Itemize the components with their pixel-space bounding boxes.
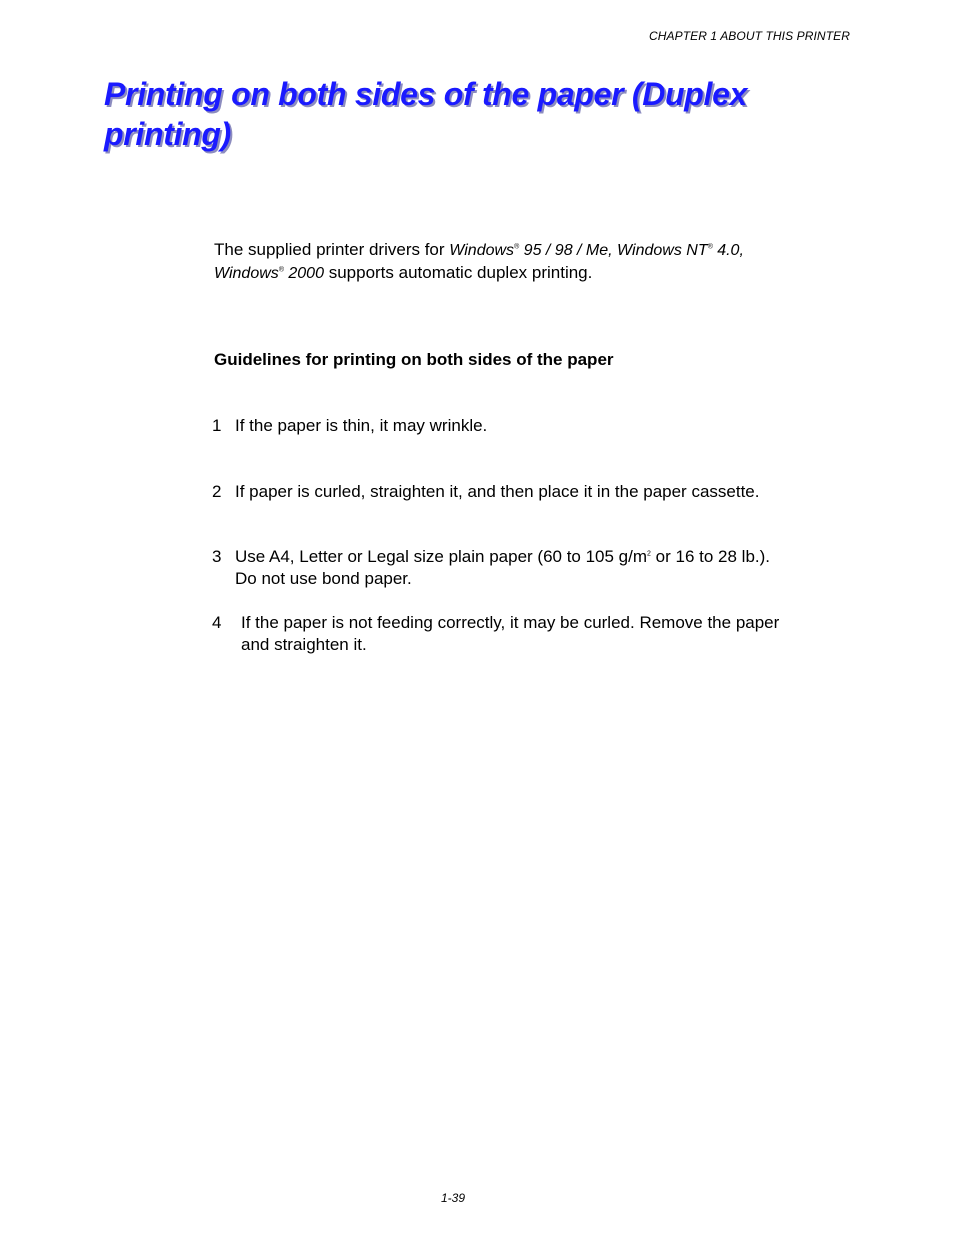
registered-mark: ® bbox=[707, 243, 713, 251]
registered-mark: ® bbox=[514, 243, 520, 251]
list-text-part: If the paper is not feeding correctly, it may be curled. Remove the paper bbox=[241, 613, 780, 632]
list-text-part: and straighten it. bbox=[241, 635, 367, 654]
list-item bbox=[212, 546, 852, 590]
list-text: If the paper is thin, it may wrinkle. bbox=[235, 416, 488, 435]
intro-paragraph bbox=[214, 239, 854, 285]
list-text bbox=[241, 612, 852, 656]
page-title-line-2: printing) bbox=[104, 116, 232, 152]
page-title-line-1: Printing on both sides of the paper (Duplex bbox=[104, 76, 748, 112]
list-item bbox=[212, 612, 852, 656]
intro-lead: The supplied printer drivers for bbox=[214, 240, 450, 259]
os-versions: 95 / 98 / Me, Windows NT bbox=[519, 242, 708, 259]
intro-tail: supports automatic duplex printing. bbox=[323, 263, 593, 282]
list-number: 2 bbox=[212, 482, 222, 501]
list-number: 1 bbox=[212, 416, 222, 435]
os-windows: Windows bbox=[214, 265, 279, 282]
list-item bbox=[212, 415, 852, 437]
list-text-part: Do not use bond paper. bbox=[235, 569, 412, 588]
page-title bbox=[104, 74, 844, 154]
list-number: 3 bbox=[212, 547, 222, 566]
list-text-part: or 16 to 28 lb.). bbox=[650, 547, 771, 566]
os-nt-version: 4.0, bbox=[712, 242, 744, 259]
os-windows: Windows bbox=[449, 242, 515, 259]
guidelines-heading: Guidelines for printing on both sides of the paper bbox=[214, 350, 614, 369]
registered-mark: ® bbox=[278, 266, 284, 274]
list-number: 4 bbox=[212, 613, 222, 632]
page-number: 1-39 bbox=[440, 1191, 466, 1205]
list-item bbox=[212, 481, 852, 503]
list-text-part: Use A4, Letter or Legal size plain paper (60 to 105 g/m bbox=[235, 547, 648, 566]
running-header: CHAPTER 1 ABOUT THIS PRINTER bbox=[648, 29, 850, 43]
list-text: If paper is curled, straighten it, and then place it in the paper cassette. bbox=[235, 482, 760, 501]
superscript: 2 bbox=[647, 550, 651, 558]
list-text bbox=[235, 546, 852, 590]
os-2000: 2000 bbox=[283, 265, 324, 282]
